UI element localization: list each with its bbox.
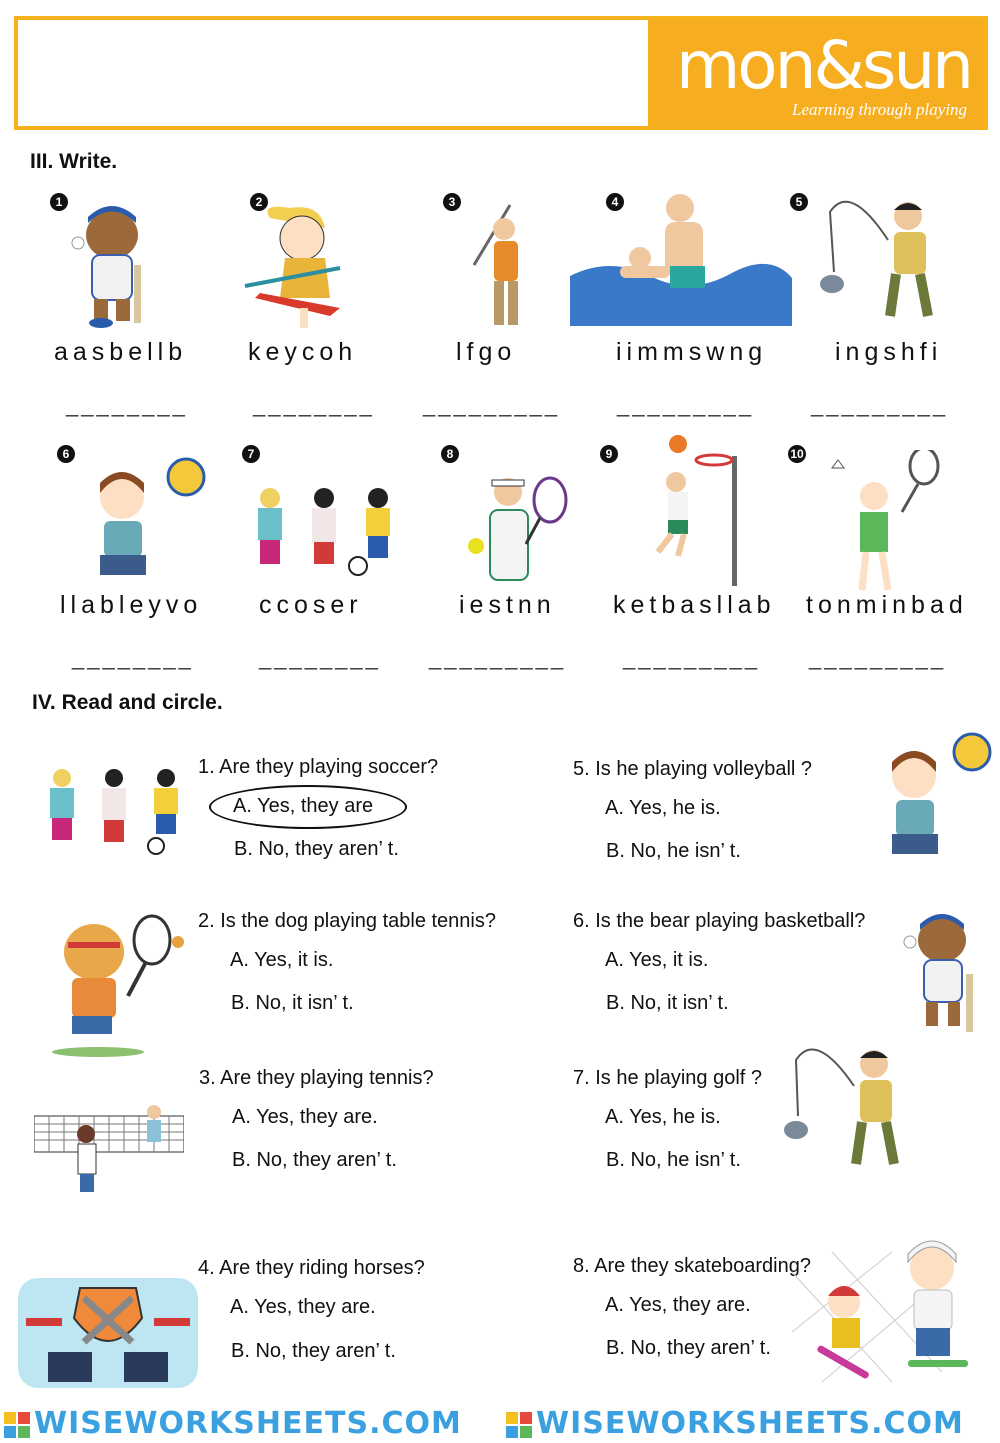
scrambled-word: aasbellb [54,338,188,366]
option-b[interactable]: B. No, it isn’ t. [606,992,729,1014]
answer-blank[interactable]: _________ [429,645,567,670]
option-b[interactable]: B. No, they aren’ t. [606,1337,771,1359]
option-a[interactable]: A. Yes, they are. [605,1294,751,1316]
option-a[interactable]: A. Yes, he is. [605,797,721,819]
section-3-title: III. Write. [30,150,118,173]
item-number: 6 [57,445,75,463]
item-number: 4 [606,193,624,211]
option-a[interactable]: A. Yes, they are. [232,1106,378,1128]
answer-blank[interactable]: ________ [253,392,375,417]
question-4: 4. Are they riding horses? [198,1257,425,1279]
scrambled-word: ketbasllab [613,591,776,619]
scrambled-word: llableyvo [60,591,203,619]
video-game-icon [18,1268,198,1388]
watermark-text: WISEWORKSHEETS.COM [536,1406,964,1441]
answer-blank[interactable]: ________ [72,645,194,670]
scrambled-word: iimmswng [616,338,768,366]
item-number: 1 [50,193,68,211]
question-3: 3. Are they playing tennis? [199,1067,434,1089]
swimming-icon [570,186,792,331]
option-b[interactable]: B. No, they aren’ t. [231,1340,396,1362]
answer-blank[interactable]: _________ [617,392,755,417]
item-number: 9 [600,445,618,463]
kids-soccer-icon [38,766,190,856]
item-number: 2 [250,193,268,211]
dog-tennis-icon [38,912,188,1058]
item-number: 8 [441,445,459,463]
question-8: 8. Are they skateboarding? [573,1255,811,1277]
answer-blank[interactable]: _________ [811,392,949,417]
question-7: 7. Is he playing golf ? [573,1067,763,1089]
tennis-woman-icon [464,470,574,585]
option-b[interactable]: B. No, it isn’ t. [231,992,354,1014]
item-number: 3 [443,193,461,211]
section-4-title: IV. Read and circle. [32,691,223,714]
watermark-text: WISEWORKSHEETS.COM [34,1406,462,1441]
question-6: 6. Is the bear playing basketball? [573,910,866,932]
answer-blank[interactable]: _________ [423,392,561,417]
golfer-icon [460,195,540,335]
basketball-girl-icon [646,426,746,586]
bear-baseball-icon [64,195,164,330]
fishing-boy-icon [776,1030,910,1176]
question-2: 2. Is the dog playing table tennis? [198,910,496,932]
item-number: 7 [242,445,260,463]
volleyball-boy-icon [870,730,994,862]
option-a[interactable]: A. Yes, it is. [230,949,334,971]
scrambled-word: keycoh [248,338,358,366]
skateboard-kids-icon [792,1232,988,1392]
option-a[interactable]: A. Yes, he is. [605,1106,721,1128]
watermark-logo-icon [506,1412,532,1438]
scrambled-word: tonminbad [806,591,968,619]
watermark-logo-icon [4,1412,30,1438]
brand-logo: mon&sun [676,27,972,104]
option-b[interactable]: B. No, they aren’ t. [232,1149,397,1171]
answer-blank[interactable]: _________ [809,645,947,670]
girl-hockey-icon [230,198,360,333]
question-1: 1. Are they playing soccer? [198,756,439,778]
option-b[interactable]: B. No, he isn’ t. [606,840,741,862]
scrambled-word: iestnn [459,591,556,619]
badminton-girl-icon [828,450,946,600]
scrambled-word: ccoser [259,591,363,619]
tennis-net-icon [34,1104,184,1214]
option-b[interactable]: B. No, they aren’ t. [234,838,399,860]
question-5: 5. Is he playing volleyball ? [573,758,813,780]
option-a[interactable]: A. Yes, they are. [230,1296,376,1318]
item-number: 10 [788,445,806,463]
item-number: 5 [790,193,808,211]
answer-blank[interactable]: _________ [623,645,761,670]
answer-blank[interactable]: ________ [66,392,188,417]
option-a[interactable]: A. Yes, they are [233,795,374,817]
volleyball-boy-icon [82,455,208,585]
bear-baseball-icon [898,904,990,1036]
fishing-boy-icon [810,182,945,330]
answer-blank[interactable]: ________ [259,645,381,670]
scrambled-word: lfgo [456,338,517,366]
option-a[interactable]: A. Yes, it is. [605,949,709,971]
kids-soccer-icon [244,484,410,580]
brand-tagline: Learning through playing [792,100,968,119]
scrambled-word: ingshfi [835,338,943,366]
option-b[interactable]: B. No, he isn’ t. [606,1149,741,1171]
